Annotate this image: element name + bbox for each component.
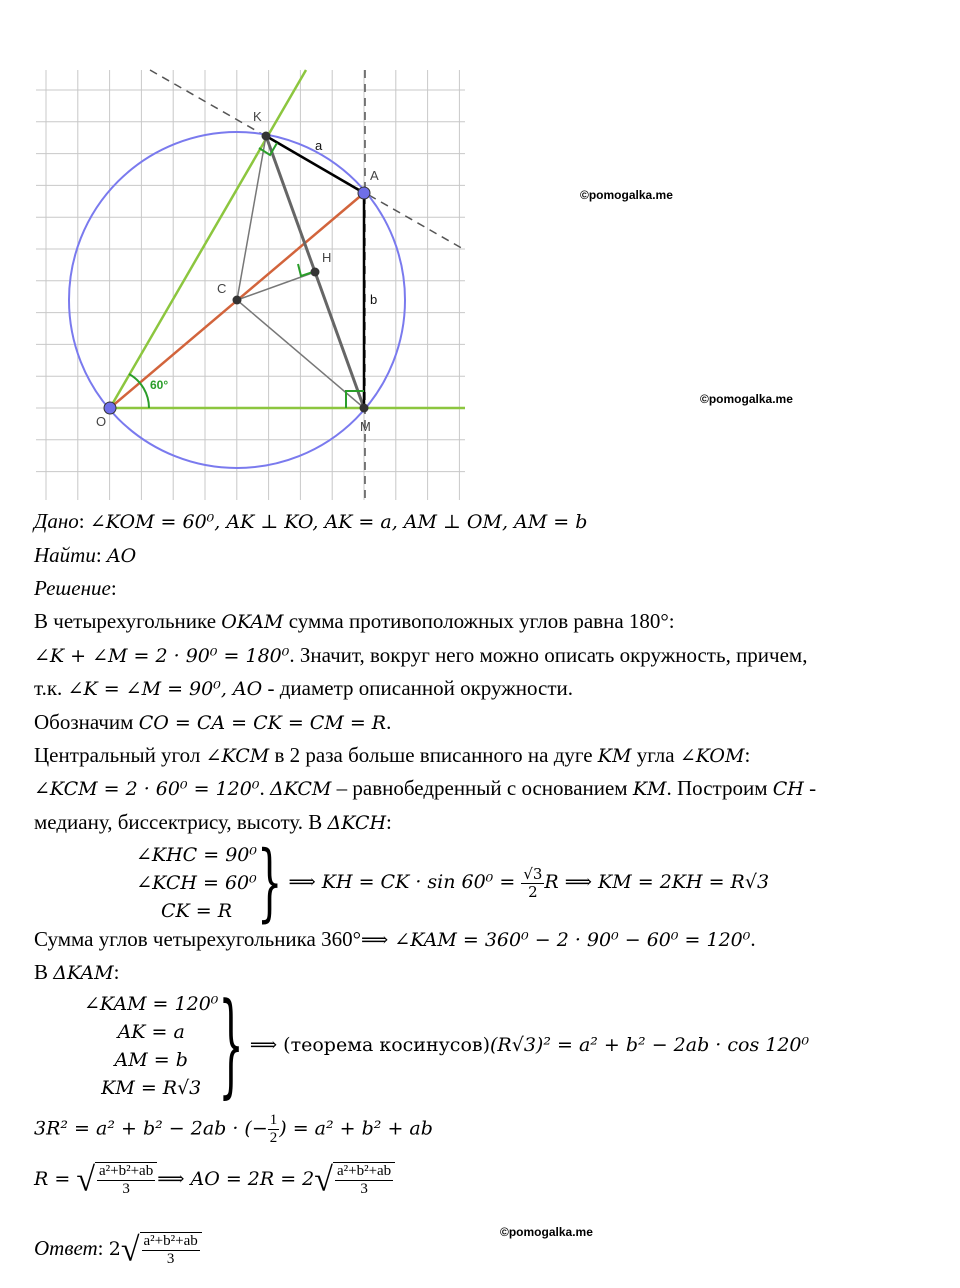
solution-line-7: медиану, биссектрису, высоту. В ΔKCH: [34, 810, 392, 834]
point-c [233, 296, 242, 305]
find-label: Найти [34, 543, 96, 567]
point-a [358, 187, 370, 199]
system-kam: ∠KAM = 120⁰ AK = a AM = b KM = R√3 } ⟹ (теорема косинусов)(R√3)² = a² + b² − 2ab · cos 120⁰ [84, 981, 810, 1111]
label-a-segment: a [315, 138, 323, 153]
right-brace: } [257, 834, 283, 932]
solution-line-3: т.к. ∠K = ∠M = 90⁰, AO - диаметр описанной окружности. [34, 676, 574, 700]
label-k: K [253, 109, 262, 124]
right-brace: } [218, 981, 244, 1111]
given-line: Дано: ∠KOM = 60⁰, AK ⊥ KO, AK = a, AM ⊥ OM, AM = b [34, 509, 588, 533]
label-c: C [217, 281, 227, 296]
solution-line-4: Обозначим CO = CA = CK = CM = R. [34, 710, 392, 734]
label-h: H [322, 250, 332, 265]
solution-label-line: Решение: [34, 576, 117, 600]
answer-line: Ответ: 2√ $\frac{\text{a²+b²+ab}}{3}$ [34, 1232, 202, 1268]
watermark: ©pomogalka.me [500, 1225, 593, 1239]
solution-line-1: В четырехугольнике OKAM сумма противоположных углов равна 180°: [34, 609, 675, 633]
point-o [104, 402, 116, 414]
find-line: Найти: AO [34, 543, 137, 567]
given-label: Дано [34, 509, 79, 533]
label-m: M [360, 419, 371, 434]
grid [36, 70, 465, 500]
label-o: O [96, 414, 107, 429]
solution-line-6: ∠KCM = 2 · 60⁰ = 120⁰. ΔKCM – равнобедренный с основанием KM. Построим CH - [34, 776, 817, 800]
watermark: ©pomogalka.me [580, 188, 673, 202]
find-expr: AO [106, 545, 137, 567]
solution-label: Решение [34, 576, 111, 600]
geometry-figure [0, 0, 960, 510]
point-m [360, 404, 369, 413]
angle-label: 60° [150, 378, 169, 392]
system-khc: ∠KHC = 90⁰ ∠KCH = 60⁰ CK = R } ⟹ KH = CK · sin 60⁰ = $\frac{√3}{2}$ R ⟹ KM = 2KH = R√3 [136, 834, 770, 932]
label-b-segment: b [370, 292, 378, 307]
label-a: A [370, 168, 379, 183]
answer-label: Ответ [34, 1235, 98, 1260]
watermark: ©pomogalka.me [700, 392, 793, 406]
solution-line-8: Сумма углов четырехугольника 360°⟹ ∠KAM = 360⁰ − 2 · 90⁰ − 60⁰ = 120⁰. [34, 927, 756, 951]
solution-line-11: R = √ $\frac{\text{a²+b²+ab}}{3}$ ⟹ AO = 2R = 2√ $\frac{\text{a²+b²+ab}}{3}$ [34, 1162, 395, 1198]
given-expr: ∠KOM = 60⁰, AK ⊥ KO, AK = a, AM ⊥ OM, AM = b [89, 511, 588, 533]
point-k [262, 132, 271, 141]
solution-line-10: 3R² = a² + b² − 2ab · (− $\frac{1}{2}$ ) = a² + b² + ab [34, 1112, 433, 1146]
solution-line-9: В ΔKAM: [34, 960, 120, 984]
point-h [311, 268, 320, 277]
solution-line-5: Центральный угол ∠KCM в 2 раза больше вписанного на дуге KM угла ∠KOM: [34, 743, 751, 767]
solution-line-2: ∠K + ∠M = 2 · 90⁰ = 180⁰. Значит, вокруг него можно описать окружность, причем, [34, 643, 808, 667]
ray-ok [110, 70, 306, 408]
